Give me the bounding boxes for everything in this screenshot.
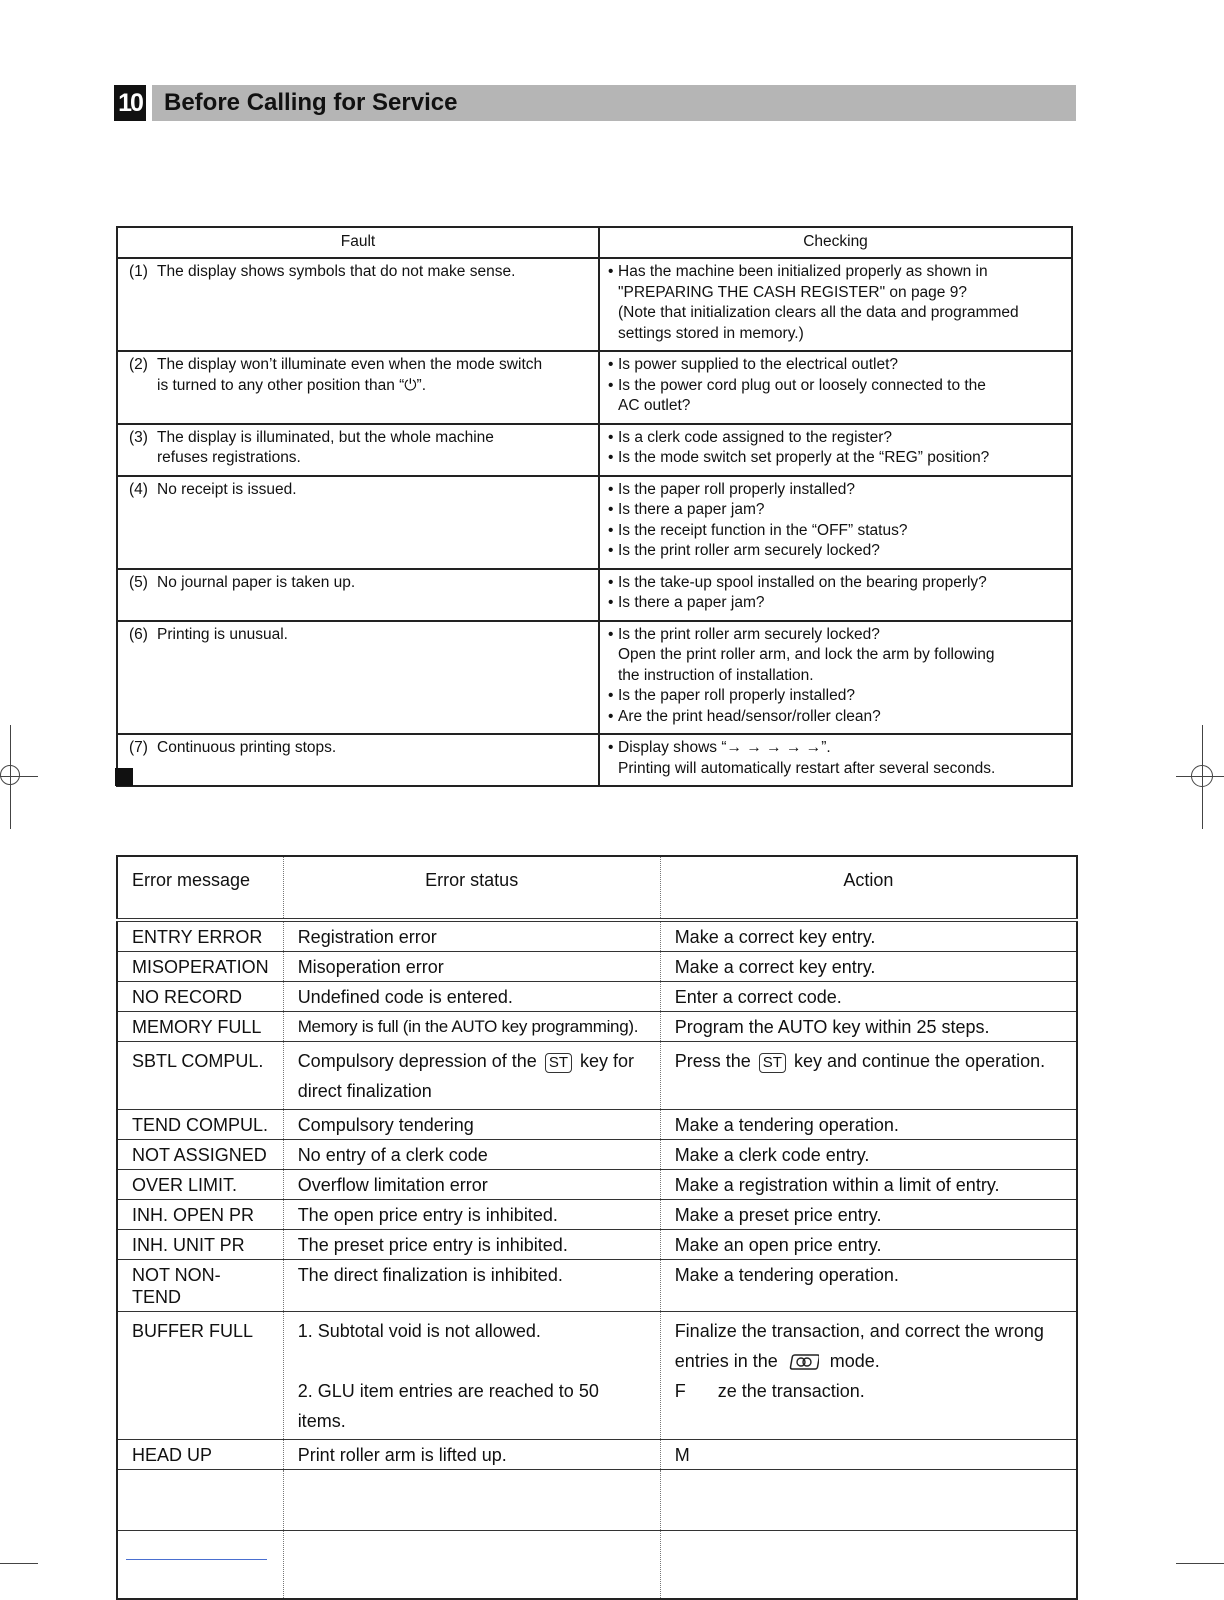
table-row xyxy=(117,1140,1077,1170)
error-status xyxy=(283,1312,660,1440)
error-status-text: 1. Subtotal void is not allowed. xyxy=(297,1321,541,1341)
bullet: • xyxy=(608,480,614,498)
empty-cell xyxy=(660,1531,1077,1600)
error-action-text: Press the xyxy=(674,1051,751,1071)
fault-line: The display is illuminated, but the whole machine xyxy=(157,428,494,446)
fault-cell xyxy=(117,351,599,424)
checking-item xyxy=(608,500,1063,521)
error-message: SBTL COMPUL. xyxy=(117,1042,283,1110)
error-message: ENTRY ERROR xyxy=(117,920,283,952)
checking-line: Open the print roller arm, and lock the arm by following xyxy=(618,646,995,663)
checking-item xyxy=(608,541,1063,562)
fault-text xyxy=(157,738,336,759)
checking-line: settings stored in memory.) xyxy=(618,324,804,342)
action-column-header: Action xyxy=(660,856,1077,920)
error-action: Enter a correct code. xyxy=(660,982,1077,1012)
error-action: Make a tendering operation. xyxy=(660,1260,1077,1312)
checking-item xyxy=(608,428,1063,449)
error-status xyxy=(283,1042,660,1110)
error-action: Make a correct key entry. xyxy=(660,920,1077,952)
error-action: Make a registration within a limit of entry. xyxy=(660,1170,1077,1200)
checking-line: Is the paper roll properly installed? xyxy=(618,480,855,498)
checking-line: Is the paper roll properly installed? xyxy=(618,687,855,704)
error-action: Make a tendering operation. xyxy=(660,1110,1077,1140)
error-message: NOT NON-TEND xyxy=(117,1260,283,1312)
error-message: NOT ASSIGNED xyxy=(117,1140,283,1170)
error-status: Compulsory tendering xyxy=(283,1110,660,1140)
checking-line: Is the power cord plug out or loosely connected to the xyxy=(618,376,986,394)
table-row xyxy=(117,258,1072,351)
fault-number: (2) xyxy=(129,356,148,373)
empty-cell xyxy=(283,1531,660,1600)
error-status-text: key for xyxy=(580,1051,635,1071)
checking-line: Is the print roller arm securely locked? xyxy=(618,625,880,643)
table-row xyxy=(117,982,1077,1012)
error-message: NO RECORD xyxy=(117,982,283,1012)
checking-item xyxy=(608,625,1063,687)
fault-line: Printing is unusual. xyxy=(157,625,288,643)
registration-mark xyxy=(0,1563,38,1564)
error-message-column-header: Error message xyxy=(117,856,283,920)
checking-line: Display shows “→ → → → →”. xyxy=(618,739,831,756)
checking-cell xyxy=(599,734,1072,786)
fault-text xyxy=(157,625,288,646)
table-row xyxy=(117,1200,1077,1230)
bullet: • xyxy=(608,594,614,611)
checking-cell xyxy=(599,569,1072,621)
fault-line: refuses registrations. xyxy=(157,449,301,466)
registration-mark-circle xyxy=(0,765,20,785)
bullet: • xyxy=(608,707,614,725)
error-action-text: F xyxy=(674,1381,686,1401)
checking-item xyxy=(608,376,1063,417)
error-status-column-header: Error status xyxy=(283,856,660,920)
fault-text xyxy=(157,573,355,594)
bullet: • xyxy=(608,542,614,559)
error-status: No entry of a clerk code xyxy=(283,1140,660,1170)
checking-item xyxy=(608,593,1063,614)
bullet: • xyxy=(608,428,614,446)
checking-item xyxy=(608,521,1063,542)
checking-item xyxy=(608,355,1063,376)
error-message: TEND COMPUL. xyxy=(117,1110,283,1140)
fault-checking-table xyxy=(116,226,1073,787)
table-row xyxy=(117,1012,1077,1042)
fault-cell xyxy=(117,476,599,569)
error-message: OVER LIMIT. xyxy=(117,1170,283,1200)
error-status: The preset price entry is inhibited. xyxy=(283,1230,660,1260)
bullet: • xyxy=(608,625,614,643)
checking-item xyxy=(608,686,1063,707)
checking-item xyxy=(608,738,1063,779)
checking-cell xyxy=(599,424,1072,476)
section-bullet-square xyxy=(115,768,133,786)
empty-cell xyxy=(117,1531,283,1600)
section-header-bar xyxy=(152,85,1076,121)
fault-line: is turned to any other position than “⏻”. xyxy=(157,376,427,394)
checking-cell xyxy=(599,476,1072,569)
checking-cell xyxy=(599,258,1072,351)
error-action: Make a preset price entry. xyxy=(660,1200,1077,1230)
bullet: • xyxy=(608,573,614,591)
error-action: Make an open price entry. xyxy=(660,1230,1077,1260)
section-number: 10 xyxy=(114,85,146,121)
table-row xyxy=(117,1230,1077,1260)
checking-item xyxy=(608,262,1063,344)
error-message: BUFFER FULL xyxy=(117,1312,283,1440)
error-status: The direct finalization is inhibited. xyxy=(283,1260,660,1312)
table-row xyxy=(117,621,1072,735)
error-action-text: Finalize the transaction, and correct the wrong xyxy=(674,1321,1044,1341)
error-action-text: mode. xyxy=(829,1351,880,1371)
table-row xyxy=(117,1170,1077,1200)
checking-cell xyxy=(599,621,1072,735)
bullet: • xyxy=(608,739,614,756)
checking-item xyxy=(608,448,1063,469)
error-action: Make a clerk code entry. xyxy=(660,1140,1077,1170)
empty-cell xyxy=(117,1470,283,1531)
checking-line: Are the print head/sensor/roller clean? xyxy=(618,707,881,725)
fault-line: No journal paper is taken up. xyxy=(157,573,356,591)
checking-line: Is the print roller arm securely locked? xyxy=(618,542,880,559)
error-action: M xyxy=(660,1440,1077,1470)
checking-line: "PREPARING THE CASH REGISTER" on page 9? xyxy=(618,283,967,301)
fault-text xyxy=(157,355,542,396)
table-row xyxy=(117,569,1072,621)
checking-line: Is a clerk code assigned to the register? xyxy=(618,428,892,446)
error-action-text: entries in the xyxy=(674,1351,778,1371)
checking-line: Printing will automatically restart after several seconds. xyxy=(618,759,996,777)
footer-rule xyxy=(126,1559,267,1560)
table-row xyxy=(117,920,1077,952)
fault-cell xyxy=(117,621,599,735)
error-message: INH. OPEN PR xyxy=(117,1200,283,1230)
checking-line: Is power supplied to the electrical outlet? xyxy=(618,356,899,373)
fault-line: No receipt is issued. xyxy=(157,480,297,498)
table-row xyxy=(117,734,1072,786)
fault-number: (5) xyxy=(129,573,148,591)
checking-line: AC outlet? xyxy=(618,397,691,414)
fault-text xyxy=(157,262,515,283)
error-action xyxy=(660,1042,1077,1110)
table-row xyxy=(117,1260,1077,1312)
error-status-text: 2. GLU item entries are reached to 50 items. xyxy=(297,1381,599,1431)
table-row xyxy=(117,476,1072,569)
fault-cell xyxy=(117,424,599,476)
error-action xyxy=(660,1312,1077,1440)
error-status-text: direct finalization xyxy=(297,1081,432,1101)
registration-mark xyxy=(1176,1563,1224,1564)
empty-cell xyxy=(283,1470,660,1531)
error-message: MEMORY FULL xyxy=(117,1012,283,1042)
bullet: • xyxy=(608,263,614,280)
error-status: Misoperation error xyxy=(283,952,660,982)
fault-cell xyxy=(117,569,599,621)
fault-number: (3) xyxy=(129,428,148,446)
checking-line: Is there a paper jam? xyxy=(618,501,765,518)
checking-column-header: Checking xyxy=(599,227,1072,258)
checking-line: Is the receipt function in the “OFF” status? xyxy=(618,521,908,539)
table-row xyxy=(117,424,1072,476)
fault-number: (4) xyxy=(129,480,148,498)
bullet: • xyxy=(608,376,614,394)
error-status: The open price entry is inhibited. xyxy=(283,1200,660,1230)
error-table-header-row xyxy=(117,856,1077,920)
bullet: • xyxy=(608,501,614,518)
checking-line: (Note that initialization clears all the data and programmed xyxy=(618,304,1019,321)
fault-line: The display shows symbols that do not make sense. xyxy=(157,263,516,280)
error-status: Print roller arm is lifted up. xyxy=(283,1440,660,1470)
error-action-text: ze the transaction. xyxy=(717,1381,865,1401)
bullet: • xyxy=(608,521,614,539)
checking-cell xyxy=(599,351,1072,424)
st-key-icon: ST xyxy=(545,1053,572,1073)
table-row xyxy=(117,351,1072,424)
checking-item xyxy=(608,573,1063,594)
fault-line: The display won’t illuminate even when the mode switch xyxy=(157,356,543,373)
fault-text xyxy=(157,428,494,469)
table-row xyxy=(117,952,1077,982)
fault-text xyxy=(157,480,297,501)
checking-line: Has the machine been initialized properly as shown in xyxy=(618,263,988,280)
fault-column-header: Fault xyxy=(117,227,599,258)
table-row-empty xyxy=(117,1470,1077,1531)
checking-item xyxy=(608,480,1063,501)
error-message: HEAD UP xyxy=(117,1440,283,1470)
error-status: Undefined code is entered. xyxy=(283,982,660,1012)
registration-mark-circle xyxy=(1191,765,1213,787)
error-action: Program the AUTO key within 25 steps. xyxy=(660,1012,1077,1042)
bullet: • xyxy=(608,449,614,466)
error-status: Memory is full (in the AUTO key programming). xyxy=(283,1012,660,1042)
table-row xyxy=(117,1440,1077,1470)
checking-line: Is the take-up spool installed on the bearing properly? xyxy=(618,573,987,591)
bullet: • xyxy=(608,687,614,704)
error-message: MISOPERATION xyxy=(117,952,283,982)
fault-line: Continuous printing stops. xyxy=(157,739,337,756)
checking-line: the instruction of installation. xyxy=(618,666,814,684)
table-row xyxy=(117,1110,1077,1140)
void-mode-icon xyxy=(789,1353,819,1371)
empty-cell xyxy=(660,1470,1077,1531)
st-key-icon: ST xyxy=(759,1053,786,1073)
bullet: • xyxy=(608,356,614,373)
table-row-empty xyxy=(117,1531,1077,1600)
fault-cell xyxy=(117,258,599,351)
error-status: Registration error xyxy=(283,920,660,952)
fault-number: (1) xyxy=(129,263,148,280)
error-action: Make a correct key entry. xyxy=(660,952,1077,982)
table-row xyxy=(117,1312,1077,1440)
error-message-table xyxy=(116,855,1078,1600)
fault-number: (7) xyxy=(129,739,148,756)
fault-number: (6) xyxy=(129,625,148,643)
table-row xyxy=(117,1042,1077,1110)
error-status-text: Compulsory depression of the xyxy=(297,1051,537,1071)
page-title: Before Calling for Service xyxy=(164,89,458,116)
checking-item xyxy=(608,707,1063,728)
fault-cell xyxy=(117,734,599,786)
error-message: INH. UNIT PR xyxy=(117,1230,283,1260)
error-status: Overflow limitation error xyxy=(283,1170,660,1200)
checking-line: Is the mode switch set properly at the “REG” position? xyxy=(618,449,990,466)
error-action-text: key and continue the operation. xyxy=(793,1051,1046,1071)
checking-line: Is there a paper jam? xyxy=(618,594,765,611)
